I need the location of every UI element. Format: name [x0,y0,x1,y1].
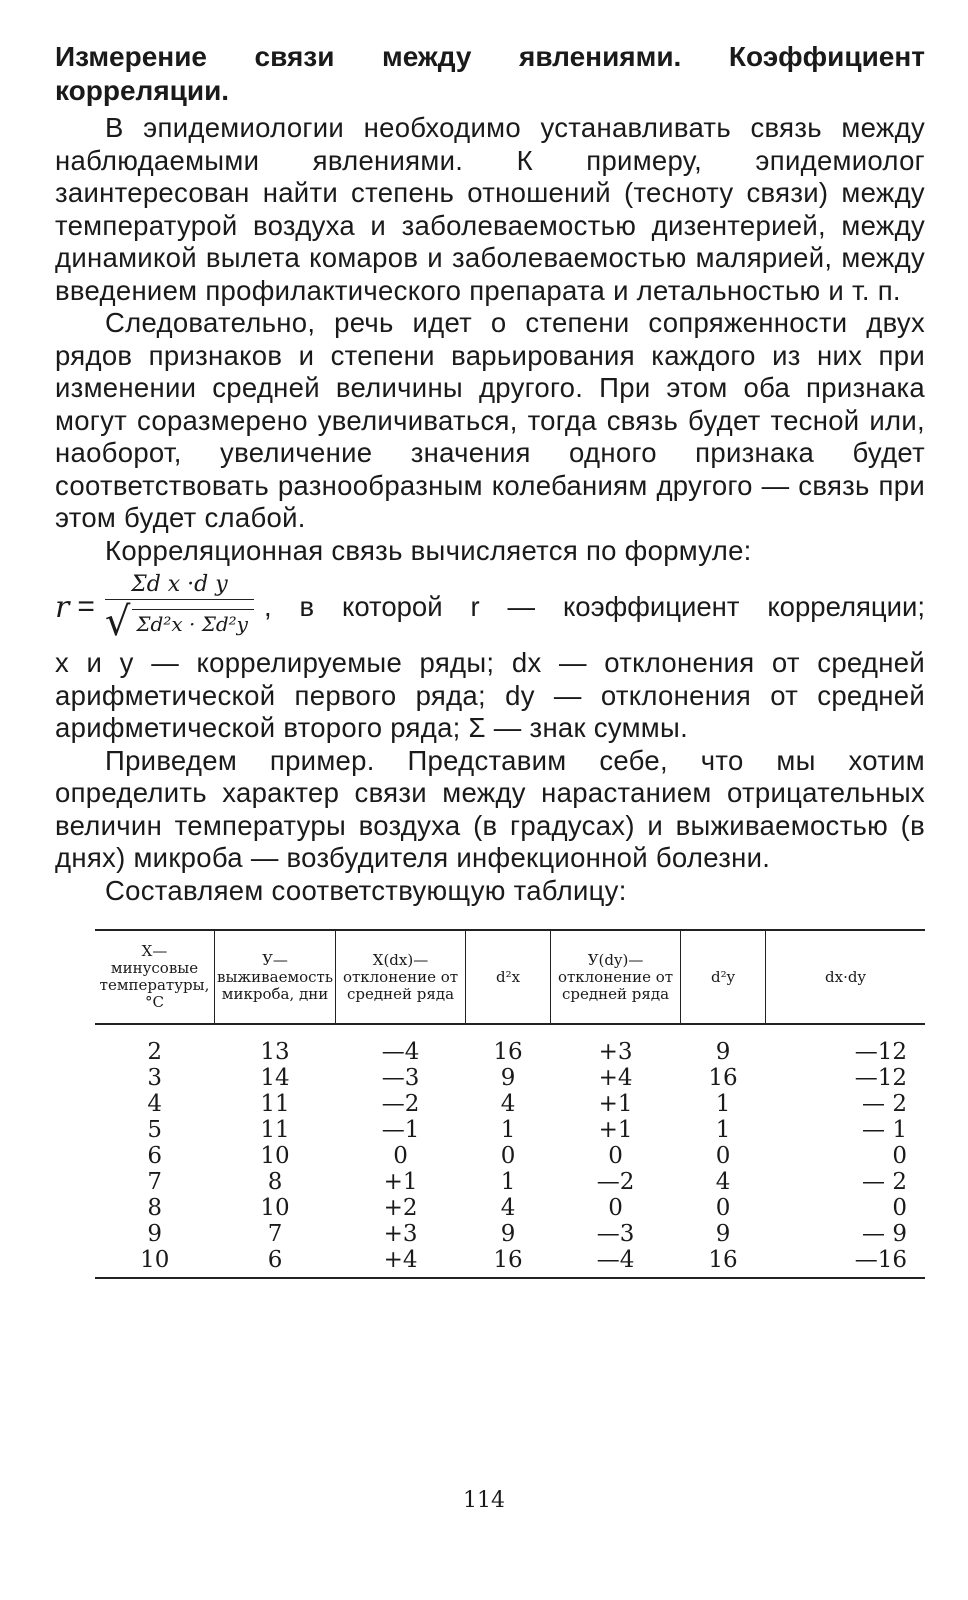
table-cell: 16 [493,1247,523,1273]
table-cell: 1 [715,1091,731,1117]
formula-denominator: Σd²x · Σd²y [132,609,254,636]
table-cell: 10 [260,1195,290,1221]
table-cell: —1 [381,1117,420,1143]
table-row [95,1065,925,1091]
table-cell: +1 [598,1091,633,1117]
table-cell: — 2 [862,1091,907,1117]
table-cell: 16 [708,1247,738,1273]
table-cell: 1 [500,1117,516,1143]
table-cell: —4 [381,1039,420,1065]
table-cell: —12 [854,1039,907,1065]
table-cell: 0 [715,1143,731,1169]
table-cell: 0 [500,1143,516,1169]
paragraph-formula-intro: Корреляционная связь вычисляется по формуле: [105,534,752,566]
correlation-table [95,929,925,1279]
table-cell: —4 [596,1247,635,1273]
table-cell: 8 [147,1195,163,1221]
table-cell: 5 [147,1117,163,1143]
section-heading: Измерение связи между явлениями. Коэффициент корреляции. [55,41,925,106]
table-cell: 2 [147,1039,163,1065]
formula-denominator-wrap [104,599,254,645]
table-cell: 6 [267,1247,283,1273]
table-row [95,1117,925,1143]
table-cell: +4 [598,1065,633,1091]
table-row [95,1169,925,1195]
formula-fraction [104,572,254,645]
table-cell: +4 [383,1247,418,1273]
formula-numerator: Σd x ·d y [131,572,228,597]
sqrt-icon: √ [104,599,131,645]
table-cell: +3 [598,1039,633,1065]
table-cell: 9 [500,1221,516,1247]
formula-lhs: r [55,589,70,625]
table-cell: 16 [708,1065,738,1091]
formula-equals: = [77,590,95,623]
header-y: У— выживаемость микроба, дни [215,930,336,1024]
header-dx2: d²x [466,930,551,1024]
table-cell: —2 [596,1169,635,1195]
table-intro: Составляем соответствующую таблицу: [105,874,627,906]
formula-tail: , в которой r — коэффициент корреляции; [263,591,925,622]
table-cell: 9 [715,1039,731,1065]
header-dy2: d²y [681,930,766,1024]
table-cell: —2 [381,1091,420,1117]
table-cell: 9 [147,1221,163,1247]
page [55,40,925,1279]
table-cell: +1 [598,1117,633,1143]
table-cell: 7 [147,1169,163,1195]
table-cell: 11 [260,1091,290,1117]
example-paragraph: Приведем пример. Представим себе, что мы хотим определить характер связи между нарастанием отрицательных величин температуры воздуха (в градусах) и выживаемостью (в днях) микроба — возбудителя инфекционной болезни. [55,744,925,873]
table-cell: 11 [260,1117,290,1143]
table-header-row [95,930,925,1024]
correlation-formula [55,567,925,647]
table-cell: 0 [608,1143,623,1169]
table-cell: 14 [260,1065,290,1091]
table-cell: 8 [267,1169,283,1195]
formula-explanation: x и y — коррелируемые ряды; dx — отклонения от средней арифметической первого ряда; dy — отклонения от средней арифметической второго ряда; Σ — знак суммы. [55,647,925,743]
table-row [95,1091,925,1117]
table-cell: +2 [383,1195,418,1221]
table-cell: 4 [500,1195,516,1221]
table-cell: —3 [381,1065,420,1091]
table-cell: 0 [715,1195,731,1221]
table-cell: — 9 [862,1221,907,1247]
paragraph-1: В эпидемиологии необходимо устанавливать связь между наблюдаемыми явлениями. К примеру, эпидемиолог заинтересован найти степень отношений (тесноту связи) между температурой воздуха и заболеваемостью дизентерией, между динамикой вылета комаров и заболеваемостью малярией, между введением профилактического препарата и летальностью и т. п. [55,112,925,306]
header-x: X— минусовые температуры, °C [99,942,210,1011]
header-dy: У(dy)— отклонение от средней ряда [551,930,681,1024]
table-row [95,1024,925,1065]
table-cell: 9 [500,1065,516,1091]
table-cell: —12 [854,1065,907,1091]
table-cell: 6 [147,1143,163,1169]
table-cell: 0 [892,1143,907,1169]
table-cell: 3 [147,1065,163,1091]
table-cell: 4 [500,1091,516,1117]
table-cell: 10 [140,1247,170,1273]
table-cell: — 2 [862,1169,907,1195]
table-row [95,1247,925,1278]
table-cell: — 1 [862,1117,907,1143]
table-cell: 7 [267,1221,283,1247]
table-row [95,1195,925,1221]
table-cell: 13 [260,1039,290,1065]
table-body [95,1024,925,1278]
table-row [95,1221,925,1247]
table-cell: 0 [608,1195,623,1221]
paragraph-2: Следовательно, речь идет о степени сопряженности двух рядов признаков и степени варьирования каждого из них при изменении средней величины другого. При этом оба признака могут соразмерено увеличиваться, тогда связь будет тесной или, наоборот, увеличение значения одного признака будет соответствовать разнообразным колебаниям другого — связь при этом будет слабой. [55,307,925,533]
table-cell: —16 [854,1247,907,1273]
table-cell: 0 [892,1195,907,1221]
table-cell: 1 [715,1117,731,1143]
page-number: 114 [463,1488,505,1513]
header-dxdy: dx·dy [766,930,925,1024]
table-cell: 4 [147,1091,163,1117]
table-cell: 10 [260,1143,290,1169]
table-cell: +1 [383,1169,418,1195]
table-row [95,1143,925,1169]
table-cell: 16 [493,1039,523,1065]
table-cell: 9 [715,1221,731,1247]
table-cell: 0 [393,1143,408,1169]
table-cell: —3 [596,1221,635,1247]
table-cell: 4 [715,1169,731,1195]
header-dx: X(dx)— отклонение от средней ряда [336,930,466,1024]
table-cell: +3 [383,1221,418,1247]
table-cell: 1 [500,1169,516,1195]
